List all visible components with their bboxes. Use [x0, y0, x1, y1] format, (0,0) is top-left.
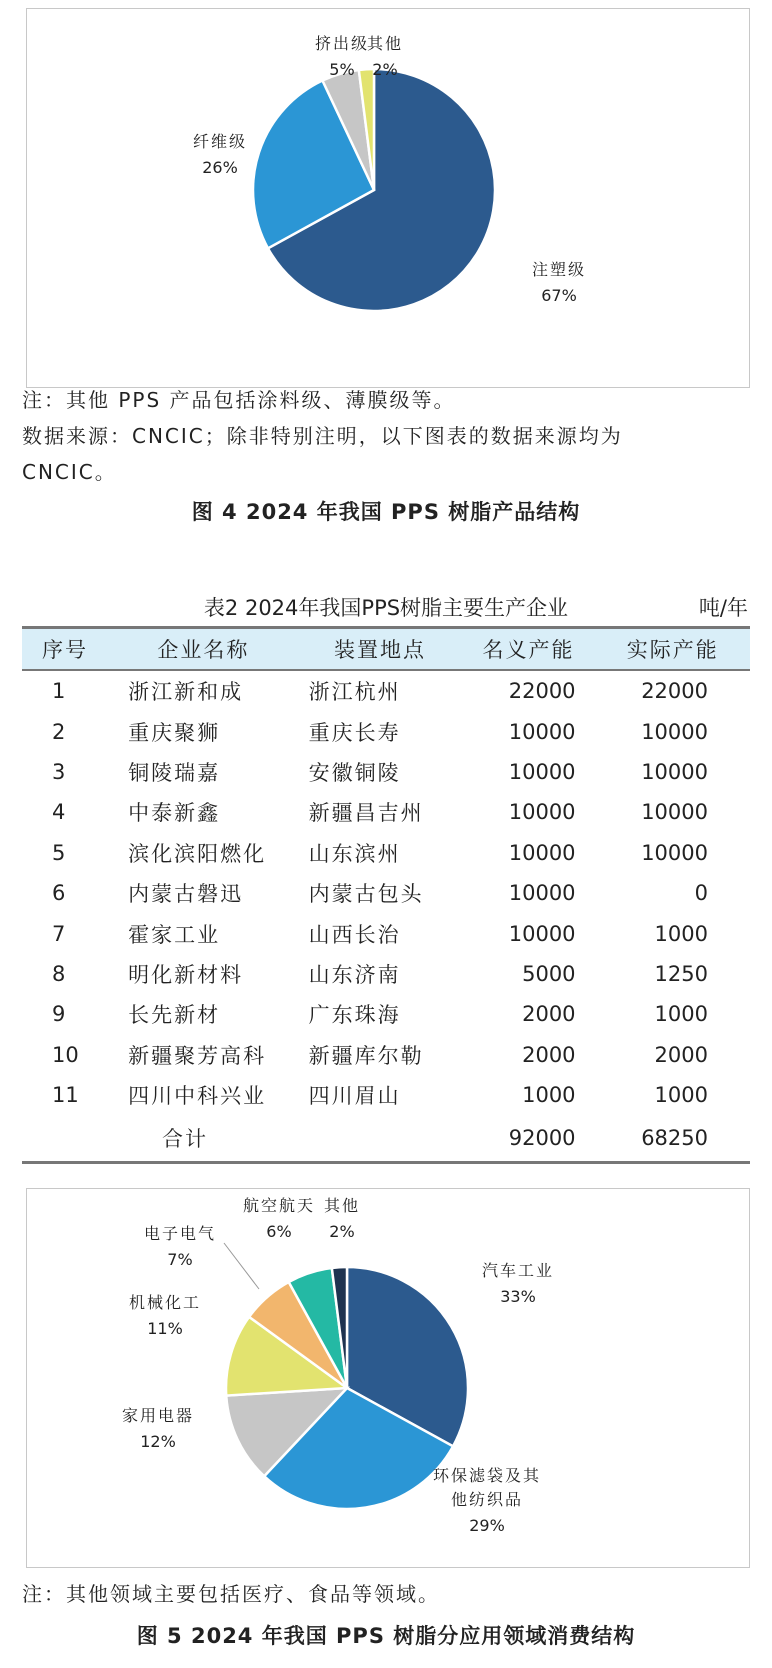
row-actual: 0 [694, 881, 708, 906]
product-structure-pie [27, 9, 749, 387]
row-location: 安徽铜陵 [308, 760, 401, 785]
row-location: 新疆昌吉州 [308, 801, 424, 826]
row-nominal: 10000 [508, 881, 576, 906]
total-actual: 68250 [596, 1115, 750, 1163]
row-actual: 10000 [641, 759, 708, 784]
pie2-slice-label: 机械化工 [128, 1293, 202, 1312]
producer-table [22, 626, 750, 1164]
table-row [22, 994, 750, 1034]
row-nominal: 2000 [522, 1002, 576, 1027]
row-index: 10 [52, 1042, 79, 1067]
row-actual: 10000 [641, 840, 708, 865]
row-company: 霍家工业 [128, 922, 221, 947]
row-nominal: 10000 [508, 759, 576, 784]
table-row [22, 1035, 750, 1075]
pie2-slice-pct: 29% [469, 1516, 505, 1535]
row-company: 四川中科兴业 [128, 1084, 267, 1109]
row-company: 明化新材料 [128, 962, 244, 987]
pie2-slice-pct: 6% [266, 1222, 292, 1241]
row-location: 山东滨州 [308, 841, 401, 866]
header-company: 企业名称 [108, 628, 298, 671]
table-title-row [22, 592, 750, 626]
table-row [22, 873, 750, 913]
row-actual: 1000 [654, 1083, 708, 1108]
row-index: 11 [52, 1083, 79, 1108]
row-location: 新疆库尔勒 [308, 1043, 424, 1068]
pie1-slice-pct: 5% [329, 60, 355, 79]
table-row [22, 913, 750, 953]
row-actual: 1000 [654, 921, 708, 946]
row-location: 重庆长寿 [308, 720, 401, 745]
table-row [22, 752, 750, 792]
table-row [22, 711, 750, 751]
table-title: 表2 2024年我国PPS树脂主要生产企业 [203, 596, 569, 620]
row-nominal: 10000 [508, 800, 576, 825]
chart2-note: 注：其他领域主要包括医疗、食品等领域。 [22, 1582, 440, 1606]
total-nominal: 92000 [461, 1115, 595, 1163]
row-company: 内蒙古磐迅 [128, 882, 244, 907]
pie2-slice-pct: 11% [147, 1319, 183, 1338]
pie2-slice-label: 环保滤袋及其他纺织品 [432, 1466, 542, 1509]
header-actual-capacity: 实际产能 [596, 628, 750, 671]
row-index: 1 [52, 679, 66, 704]
pie2-slice-pct: 12% [140, 1432, 176, 1451]
application-structure-pie [27, 1189, 749, 1567]
row-location: 内蒙古包头 [308, 882, 424, 907]
pie1-slice-pct: 67% [541, 286, 577, 305]
row-nominal: 10000 [508, 719, 576, 744]
row-index: 2 [52, 719, 66, 744]
row-index: 6 [52, 881, 66, 906]
row-location: 广东珠海 [308, 1003, 401, 1028]
row-company: 重庆聚狮 [128, 720, 221, 745]
row-nominal: 10000 [508, 921, 576, 946]
row-actual: 10000 [641, 800, 708, 825]
pie2-slice-label: 汽车工业 [481, 1261, 555, 1280]
pie2-slice-label: 电子电气 [143, 1224, 217, 1243]
row-nominal: 5000 [522, 961, 576, 986]
header-location: 装置地点 [299, 628, 462, 671]
table-row [22, 833, 750, 873]
pie1-slice-label: 纤维级 [192, 132, 248, 151]
pie2-slice-label: 家用电器 [121, 1406, 195, 1425]
pie2-slice-pct: 2% [329, 1222, 355, 1241]
table-row [22, 1075, 750, 1115]
figure-4-caption: 图 4 2024 年我国 PPS 树脂产品结构 [191, 500, 581, 524]
row-nominal: 22000 [508, 679, 576, 704]
figure-5-caption: 图 5 2024 年我国 PPS 树脂分应用领域消费结构 [136, 1624, 636, 1648]
table-row [22, 670, 750, 711]
pie1-slice-label: 挤出级 [314, 34, 370, 53]
table-unit: 吨/年 [698, 596, 748, 620]
table-row [22, 792, 750, 832]
row-company: 长先新材 [128, 1003, 221, 1028]
row-index: 7 [52, 921, 66, 946]
product-structure-chart [26, 8, 750, 388]
row-company: 浙江新和成 [128, 680, 244, 705]
pie1-slice-label: 其他 [366, 34, 404, 53]
pie2-slice-pct: 7% [167, 1250, 193, 1269]
row-index: 5 [52, 840, 66, 865]
row-index: 9 [52, 1002, 66, 1027]
application-structure-chart [26, 1188, 750, 1568]
row-company: 铜陵瑞嘉 [128, 760, 221, 785]
pie2-slice-label: 其他 [323, 1196, 361, 1215]
pie2-slice-pct: 33% [500, 1287, 536, 1306]
header-index: 序号 [22, 628, 108, 671]
row-nominal: 1000 [522, 1083, 576, 1108]
row-index: 4 [52, 800, 66, 825]
data-source-line-1: 数据来源：CNCIC；除非特别注明，以下图表的数据来源均为 [22, 424, 623, 448]
row-company: 新疆聚芳高科 [128, 1043, 267, 1068]
row-company: 滨化滨阳燃化 [128, 841, 267, 866]
table-header-row [22, 628, 750, 671]
row-location: 山西长治 [308, 922, 401, 947]
data-source-line-2: CNCIC。 [22, 460, 117, 484]
table-total-row [22, 1115, 750, 1163]
row-company: 中泰新鑫 [128, 801, 221, 826]
row-index: 3 [52, 759, 66, 784]
pie1-slice-pct: 2% [372, 60, 398, 79]
row-location: 浙江杭州 [308, 680, 401, 705]
row-nominal: 2000 [522, 1042, 576, 1067]
pie1-slice-label: 注塑级 [531, 260, 587, 279]
pie2-leader-line [224, 1243, 259, 1289]
producer-table-section [22, 592, 750, 1164]
table-body [22, 670, 750, 1115]
row-location: 山东济南 [308, 962, 401, 987]
row-nominal: 10000 [508, 840, 576, 865]
chart1-note: 注：其他 PPS 产品包括涂料级、薄膜级等。 [22, 388, 456, 412]
row-location: 四川眉山 [308, 1084, 401, 1109]
pie1-slice-pct: 26% [202, 158, 238, 177]
header-nominal-capacity: 名义产能 [461, 628, 595, 671]
row-actual: 1000 [654, 1002, 708, 1027]
row-actual: 10000 [641, 719, 708, 744]
row-index: 8 [52, 961, 66, 986]
row-actual: 22000 [641, 679, 708, 704]
pie2-slice-label: 航空航天 [242, 1196, 316, 1215]
row-actual: 2000 [654, 1042, 708, 1067]
table-row [22, 954, 750, 994]
row-actual: 1250 [654, 961, 708, 986]
total-label: 合计 [22, 1115, 461, 1163]
